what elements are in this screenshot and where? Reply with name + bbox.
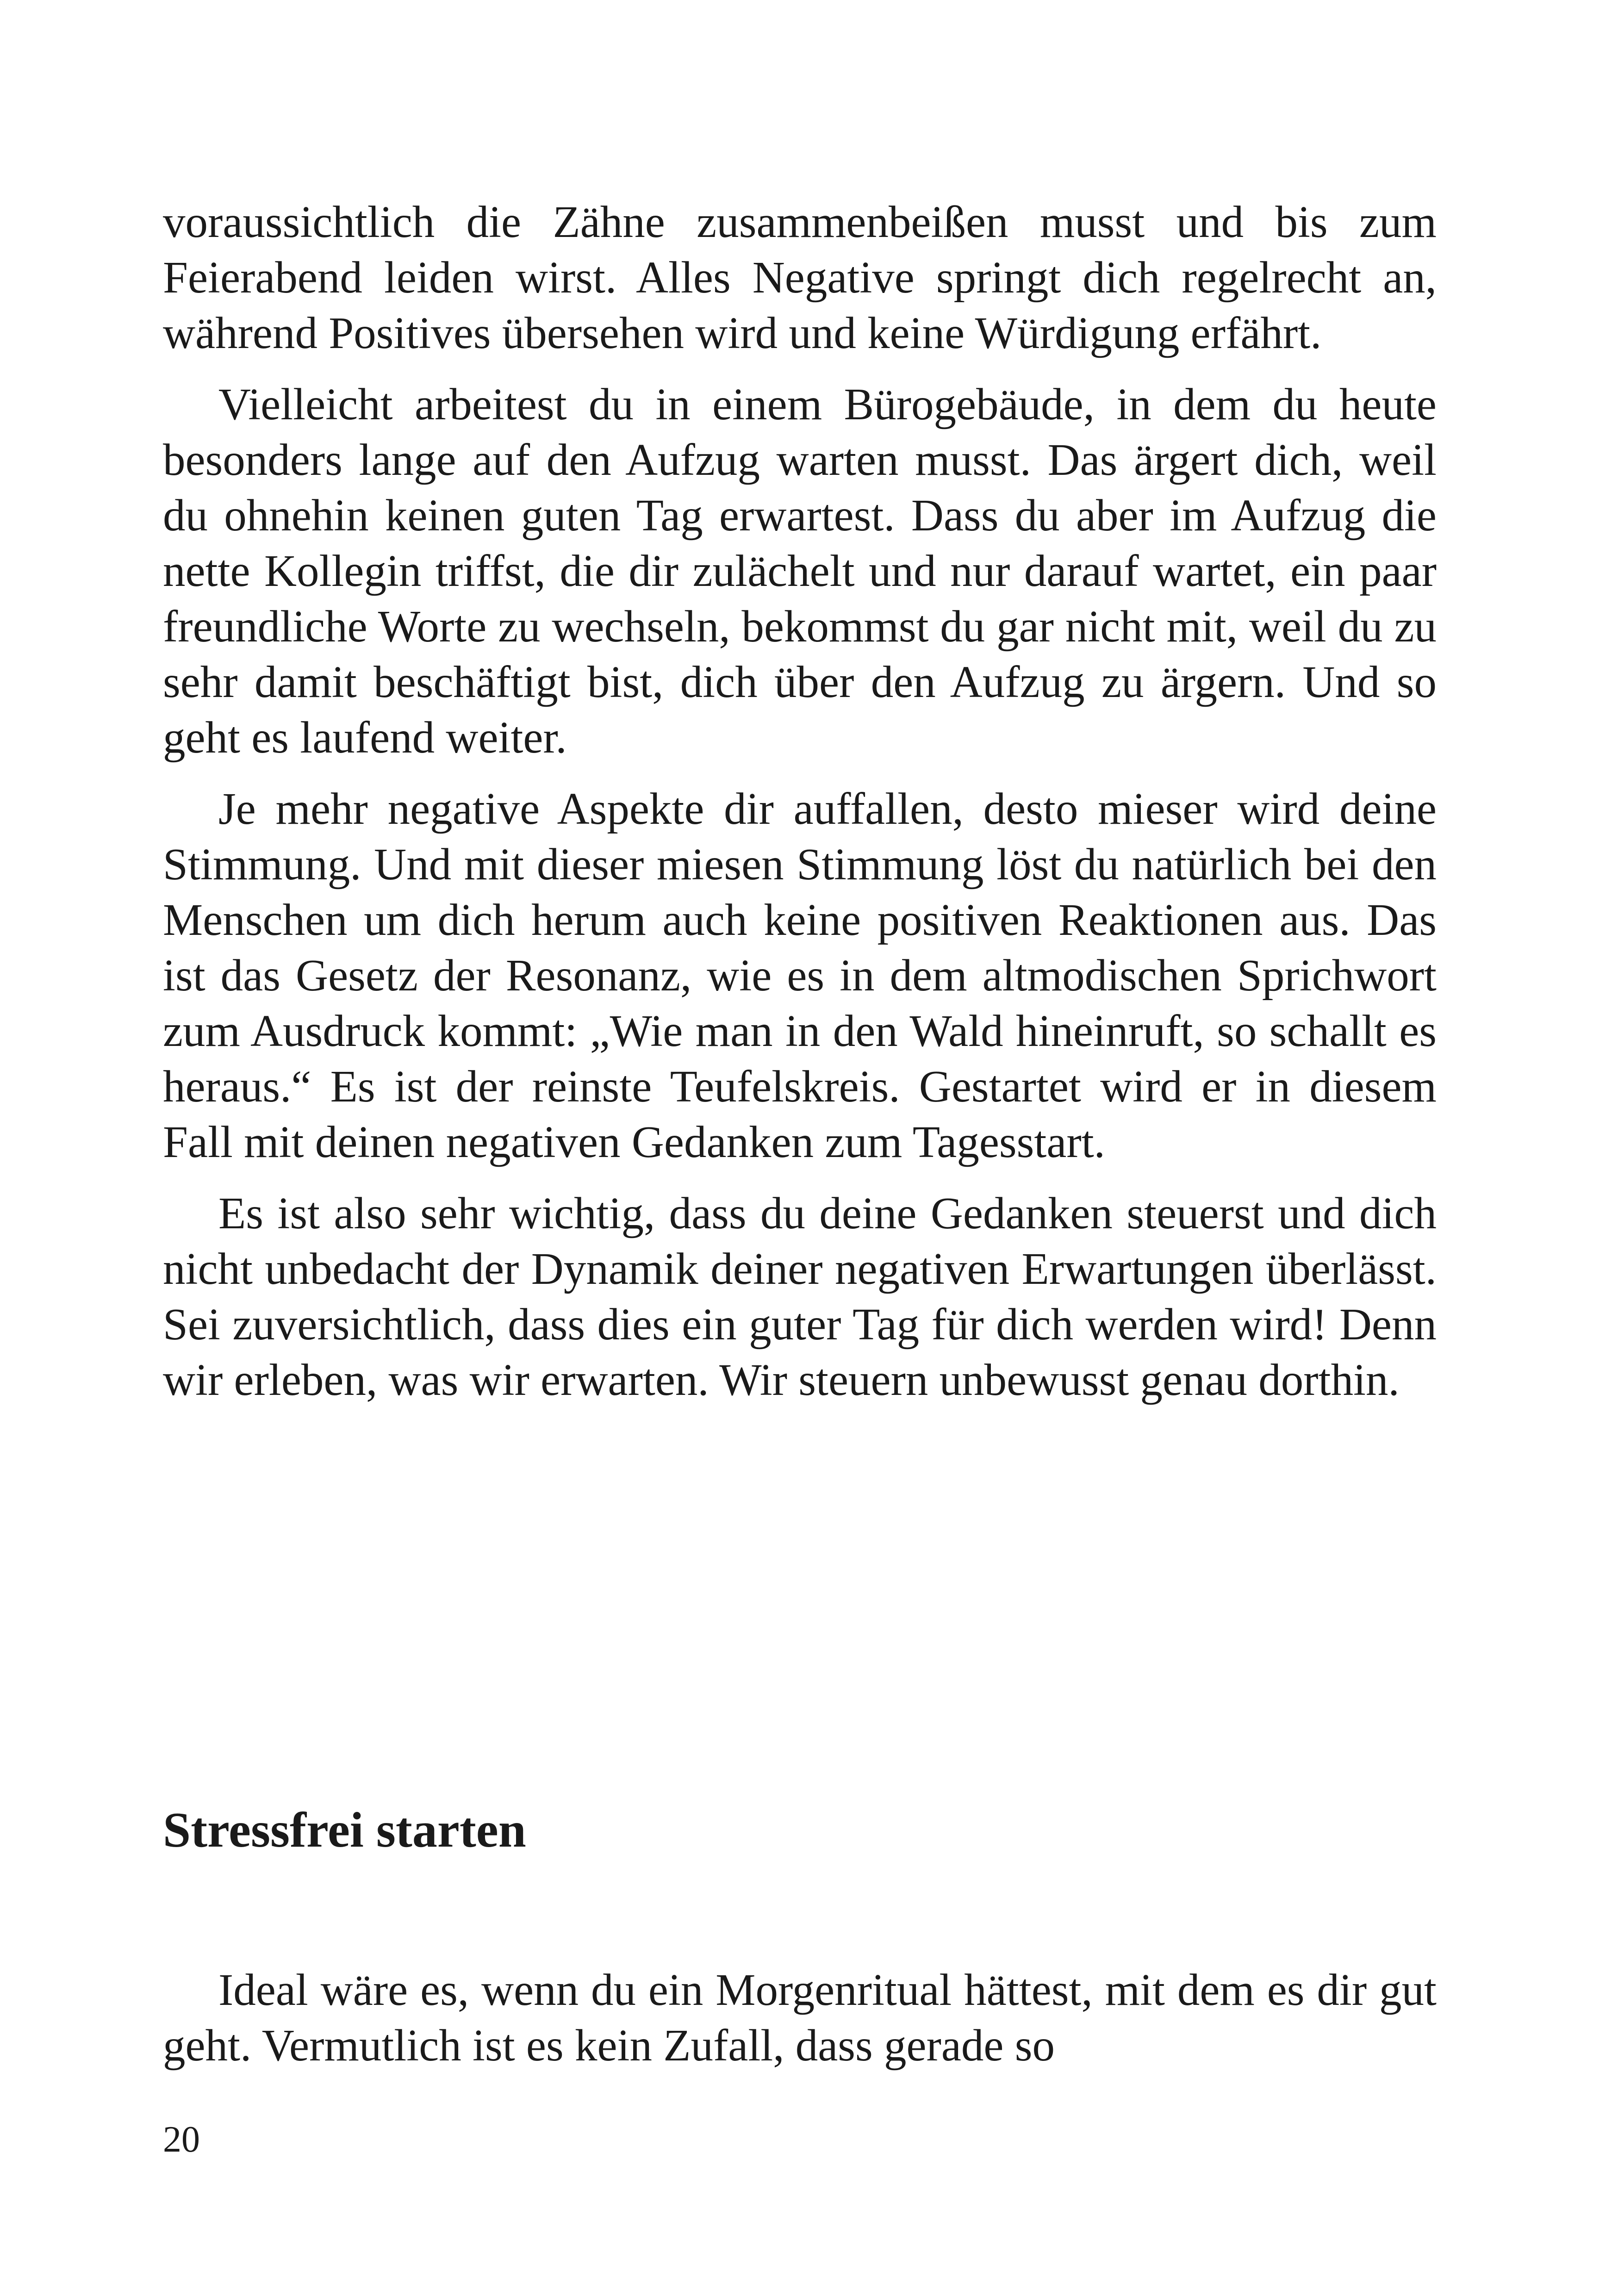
- page-number: 20: [163, 2119, 200, 2160]
- section-heading: Stressfrei starten: [163, 1803, 526, 1858]
- paragraph-elevator: Vielleicht arbeitest du in einem Bürogebäude, in dem du heute besonders lange auf den Aufzug warten musst. Das ärgert dich, weil du ohnehin keinen guten Tag erwartest. Dass du aber im Aufzug die nette Kollegin triffst, die dir zulächelt und nur darauf wartet, ein paar freundliche Worte zu wechseln, bekommst du gar nicht mit, weil du zu sehr damit beschäftigt bist, dich über den Aufzug zu ärgern. Und so geht es laufend weiter.: [163, 380, 1437, 762]
- paragraph-continued: voraussichtlich die Zähne zusammenbeißen musst und bis zum Feierabend leiden wirst. Alles Negative springt dich regelrecht an, während Positives übersehen wird und keine Würdigung erfährt.: [163, 197, 1437, 358]
- section-text: [163, 1962, 1437, 2089]
- paragraph-expectations: Es ist also sehr wichtig, dass du deine Gedanken steuerst und dich nicht unbedacht der Dynamik deiner negativen Erwartungen überlässt. Sei zuversichtlich, dass dies ein guter Tag für dich werden wird! Denn wir erleben, was wir erwarten. Wir steuern unbewusst genau dorthin.: [163, 1188, 1437, 1405]
- paragraph-morning-ritual: Ideal wäre es, wenn du ein Morgenritual hättest, mit dem es dir gut geht. Vermutlich ist es kein Zufall, dass gerade so: [163, 1965, 1437, 2070]
- paragraph-resonance: Je mehr negative Aspekte dir auffallen, desto mieser wird deine Stimmung. Und mit dieser miesen Stimmung löst du natürlich bei den Menschen um dich herum auch keine positiven Reaktionen aus. Das ist das Gesetz der Resonanz, wie es in dem altmodischen Sprichwort zum Ausdruck kommt: „Wie man in den Wald hineinruft, so schallt es heraus.“ Es ist der reinste Teufelskreis. Gestartet wird er in diesem Fall mit deinen negativen Gedanken zum Tagesstart.: [163, 784, 1437, 1167]
- body-text: [163, 194, 1437, 1424]
